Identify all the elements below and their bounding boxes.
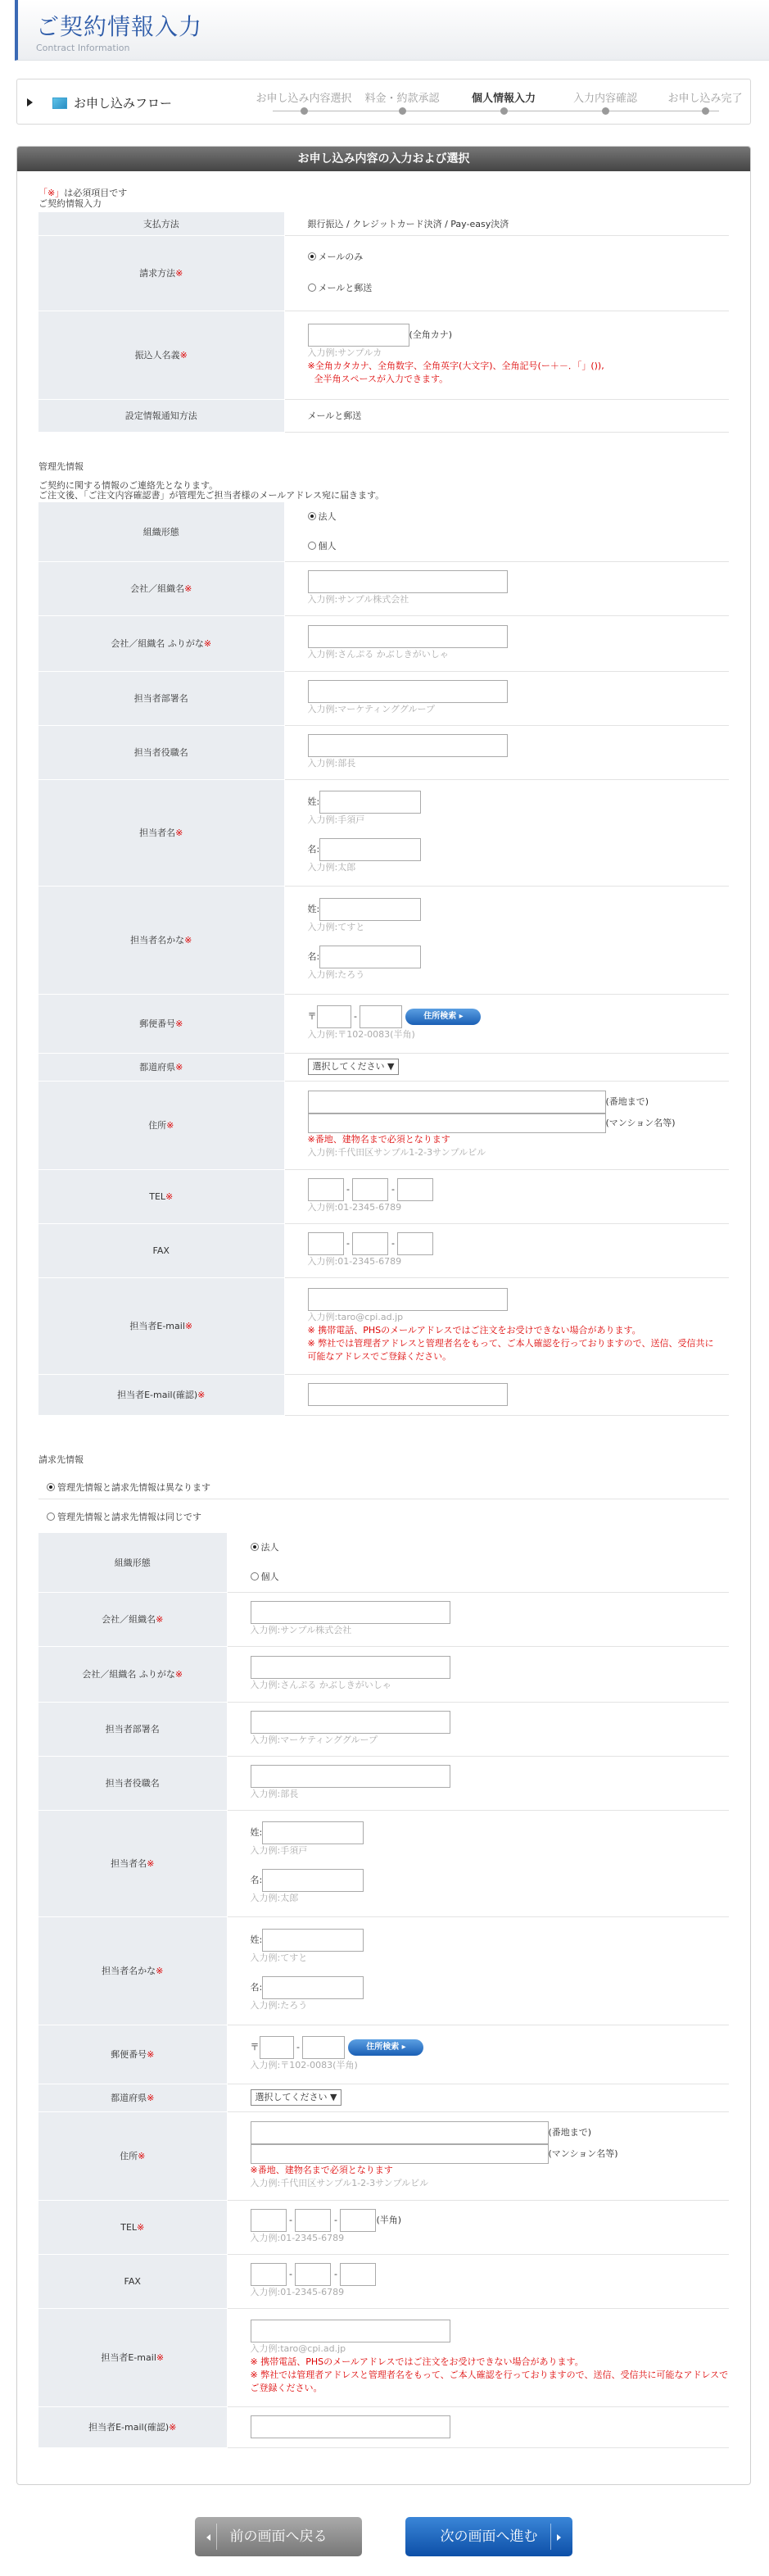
admin-last-kana-input[interactable] <box>319 898 421 921</box>
bill-company-input[interactable] <box>251 1601 450 1624</box>
admin-desc-2: ご注文後、「ご注文内容確認書」が管理先ご担当者様のメールアドレス宛に届きます。 <box>38 490 385 501</box>
bill-title-label: 担当者役職名 <box>38 1756 227 1810</box>
flow-step-5: お申し込み完了 <box>667 93 743 105</box>
bill-company-label: 会社／組織名※ <box>38 1592 227 1646</box>
bill-name-label: 担当者名※ <box>38 1810 227 1916</box>
radio-icon[interactable] <box>308 512 316 520</box>
admin-tel-1-input[interactable] <box>308 1178 344 1201</box>
admin-form-label: 組織形態 <box>38 502 284 561</box>
page-subtitle: Contract Information <box>36 43 130 53</box>
admin-fax-3-input[interactable] <box>397 1232 433 1255</box>
radio-icon[interactable] <box>308 542 316 550</box>
bill-form-label: 組織形態 <box>38 1533 227 1592</box>
admin-fax-1-input[interactable] <box>308 1232 344 1255</box>
admin-zip-2-input[interactable] <box>360 1005 402 1028</box>
admin-zip-label: 郵便番号※ <box>38 994 284 1053</box>
flow-dot-2 <box>399 107 406 115</box>
billing-method-label: 請求方法※ <box>38 235 284 311</box>
admin-title-input[interactable] <box>308 734 508 757</box>
admin-fax-2-input[interactable] <box>352 1232 388 1255</box>
billing-choice-different[interactable]: 管理先情報と請求先情報は異なります <box>47 1482 729 1494</box>
contract-table: 支払方法 銀行振込 / クレジットカード決済 / Pay-easy決済 請求方法※ メールのみ メールと郵送 振込人名義※ (全角カナ) 入力例:サンプルカ ※全角カタカナ、全角数字、全角英字(大文字)、全角記号(ー＋－．「」()), 全半角スペースが入力できます。 設定情報通知方法 メールと郵送 <box>38 212 729 433</box>
admin-address-2-input[interactable] <box>308 1113 606 1133</box>
admin-name-kana-label: 担当者名かな※ <box>38 886 284 994</box>
bill-pref-select[interactable]: 選択してください ▼ <box>251 2089 342 2106</box>
bill-address-2-input[interactable] <box>251 2144 549 2164</box>
admin-first-name-input[interactable] <box>319 838 421 861</box>
admin-dept-label: 担当者部署名 <box>38 671 284 725</box>
bill-dept-label: 担当者部署名 <box>38 1702 227 1756</box>
payment-label: 支払方法 <box>38 212 284 235</box>
bill-fax-1-input[interactable] <box>251 2263 287 2286</box>
admin-first-kana-input[interactable] <box>319 946 421 968</box>
flow-step-2: 料金・約款承認 <box>364 93 440 105</box>
bill-address-search-button[interactable]: 住所検索 ▸ <box>348 2039 423 2056</box>
admin-title-label: 担当者役職名 <box>38 725 284 779</box>
admin-company-input[interactable] <box>308 570 508 593</box>
payment-value: 銀行振込 / クレジットカード決済 / Pay-easy決済 <box>284 212 729 235</box>
bill-radio-corp[interactable]: 法人 <box>251 1542 730 1553</box>
admin-radio-corp[interactable]: 法人 <box>308 511 730 523</box>
transfer-name-input[interactable] <box>308 324 409 347</box>
admin-pref-label: 都道府県※ <box>38 1053 284 1081</box>
bill-tel-1-input[interactable] <box>251 2209 287 2232</box>
bill-first-name-input[interactable] <box>262 1869 364 1892</box>
bill-company-kana-label: 会社／組織名 ふりがな※ <box>38 1646 227 1702</box>
admin-last-name-input[interactable] <box>319 791 421 814</box>
chevron-left-icon <box>206 2534 210 2541</box>
admin-company-kana-label: 会社／組織名 ふりがな※ <box>38 615 284 671</box>
radio-icon[interactable] <box>251 1543 259 1551</box>
admin-address-1-input[interactable] <box>308 1091 606 1113</box>
admin-email-confirm-label: 担当者E-mail(確認)※ <box>38 1374 284 1415</box>
divider <box>216 2524 217 2550</box>
flow-dot-3 <box>500 107 508 115</box>
flow-title: お申し込みフロー <box>27 94 172 111</box>
application-flow <box>16 79 751 125</box>
bill-radio-individual[interactable]: 個人 <box>251 1571 730 1583</box>
flow-step-1: お申し込み内容選択 <box>256 93 352 105</box>
admin-name-label: 担当者名※ <box>38 779 284 886</box>
admin-email-label: 担当者E-mail※ <box>38 1277 284 1374</box>
required-note: 「※」は必須項目です <box>38 188 128 198</box>
bill-email-confirm-label: 担当者E-mail(確認)※ <box>38 2406 227 2447</box>
page-header <box>15 0 769 61</box>
billing-heading: 請求先情報 <box>38 1454 84 1465</box>
admin-address-label: 住所※ <box>38 1081 284 1169</box>
triangle-icon <box>27 98 33 107</box>
radio-icon[interactable] <box>251 1572 259 1581</box>
admin-dept-input[interactable] <box>308 680 508 703</box>
admin-tel-3-input[interactable] <box>397 1178 433 1201</box>
bill-address-label: 住所※ <box>38 2111 227 2200</box>
bill-name-kana-label: 担当者名かな※ <box>38 1916 227 2025</box>
bill-email-confirm-input[interactable] <box>251 2415 450 2438</box>
flow-step-4: 入力内容確認 <box>572 93 637 105</box>
transfer-name-label: 振込人名義※ <box>38 311 284 399</box>
flow-dot-5 <box>702 107 709 115</box>
flow-dot-4 <box>602 107 609 115</box>
bill-zip-label: 郵便番号※ <box>38 2025 227 2084</box>
monitor-icon <box>52 98 67 109</box>
bill-email-input[interactable] <box>251 2320 450 2342</box>
admin-tel-label: TEL※ <box>38 1169 284 1223</box>
admin-radio-individual[interactable]: 個人 <box>308 541 730 552</box>
billing-table: 組織形態 法人 個人 会社／組織名※ 入力例:サンプル株式会社 会社／組織名 ふりがな※ 入力例:さんぷる かぶしきがいしゃ 担当者部署名 入力例:マーケティンググループ 担当者役職名 入力例:部長 担当者名※ 姓: 入力例:手須戸 名: 入力例:太郎 担当者名かな※ 姓: 入力例:てすと 名: 入力例:たろう 郵便番号※ 〒 - 住所検索 ▸ 入力例:〒102-0083(半角) 都道府県※ 選択してください ▼ 住所※ (番地まで) (マンション名等) ※番地、建物名まで必須となります 入力例:千代田区サンプル1-2-3サンプルビル TEL※ - - (半角) 入力例:01-2345-6789 FAX - - 入力例:01-2345-6789 担当者E-mail※ 入力例:taro@cpi.ad.jp ※ 携帯電話、PHSのメールアドレスではご注文をお受けできない場合があります。 ※ 弊社では管理者アドレスと管理者名をもって、ご本人確認を行っておりますので、送信、受信共に可能なアドレスで ご登録ください。 担当者E-mail(確認)※ <box>38 1533 729 2448</box>
panel-title: お申し込み内容の入力および選択 <box>17 147 750 171</box>
billing-choice-same[interactable]: 管理先情報と請求先情報は同じです <box>47 1512 729 1523</box>
bill-fax-3-input[interactable] <box>340 2263 376 2286</box>
admin-company-kana-input[interactable] <box>308 625 508 648</box>
notify-method-label: 設定情報通知方法 <box>38 399 284 432</box>
bill-email-label: 担当者E-mail※ <box>38 2308 227 2406</box>
flow-dot-1 <box>301 107 308 115</box>
radio-icon[interactable] <box>308 252 316 261</box>
bill-zip-2-input[interactable] <box>302 2036 345 2059</box>
next-button[interactable]: 次の画面へ進む <box>405 2517 572 2556</box>
admin-heading: 管理先情報 <box>38 461 84 472</box>
admin-email-confirm-input[interactable] <box>308 1383 508 1406</box>
bill-fax-2-input[interactable] <box>295 2263 331 2286</box>
bill-last-kana-input[interactable] <box>262 1929 364 1952</box>
notify-method-value: メールと郵送 <box>284 399 729 432</box>
bill-dept-input[interactable] <box>251 1711 450 1734</box>
bill-first-kana-input[interactable] <box>262 1976 364 1999</box>
bill-tel-label: TEL※ <box>38 2200 227 2254</box>
chevron-right-icon <box>557 2534 561 2541</box>
back-button[interactable]: 前の画面へ戻る <box>195 2517 362 2556</box>
radio-icon[interactable] <box>308 283 316 292</box>
bill-pref-label: 都道府県※ <box>38 2084 227 2111</box>
bill-company-kana-input[interactable] <box>251 1656 450 1679</box>
bill-tel-3-input[interactable] <box>340 2209 376 2232</box>
admin-pref-select[interactable]: 選択してください ▼ <box>308 1059 400 1075</box>
radio-icon[interactable] <box>47 1483 55 1491</box>
form-panel <box>16 146 751 2485</box>
admin-desc-1: ご契約に関する情報のご連絡先となります。 <box>38 480 219 491</box>
admin-address-search-button[interactable]: 住所検索 ▸ <box>405 1009 481 1025</box>
contract-heading: ご契約情報入力 <box>38 198 102 209</box>
divider <box>550 2524 551 2550</box>
page-title: ご契約情報入力 <box>36 13 203 40</box>
bill-last-name-input[interactable] <box>262 1821 364 1844</box>
admin-fax-label: FAX <box>38 1223 284 1277</box>
bill-tel-2-input[interactable] <box>295 2209 331 2232</box>
admin-table: 組織形態 法人 個人 会社／組織名※ 入力例:サンプル株式会社 会社／組織名 ふりがな※ 入力例:さんぷる かぶしきがいしゃ 担当者部署名 入力例:マーケティンググループ 担当者役職名 入力例:部長 担当者名※ 姓: 入力例:手須戸 名: 入力例:太郎 担当者名かな※ 姓: 入力例:てすと 名: 入力例:たろう 郵便番号※ 〒 - 住所検索 ▸ 入力例:〒102-0083(半角) 都道府県※ 選択してください ▼ 住所※ (番地まで) (マンション名等) ※番地、建物名まで必須となります 入力例:千代田区サンプル1-2-3サンプルビル TEL※ - - 入力例:01-2345-6789 FAX - - 入力例:01-2345-6789 担当者E-mail※ 入力例:taro@cpi.ad.jp ※ 携帯電話、PHSのメールアドレスではご注文をお受けできない場合があります。 ※ 弊社では管理者アドレスと管理者名をもって、ご本人確認を行っておりますので、送信、受信共に 可能なアドレスでご登録ください。 担当者E-mail(確認)※ <box>38 502 729 1416</box>
bill-fax-label: FAX <box>38 2254 227 2308</box>
admin-tel-2-input[interactable] <box>352 1178 388 1201</box>
billing-radio-mail[interactable]: メールのみ <box>308 252 730 263</box>
radio-icon[interactable] <box>47 1512 55 1521</box>
bill-zip-1-input[interactable] <box>260 2036 294 2059</box>
flow-step-3-current: 個人情報入力 <box>471 93 536 105</box>
admin-email-input[interactable] <box>308 1288 508 1311</box>
bill-address-1-input[interactable] <box>251 2121 549 2144</box>
bill-title-input[interactable] <box>251 1765 450 1788</box>
billing-radio-mail-post[interactable]: メールと郵送 <box>308 283 730 294</box>
admin-company-label: 会社／組織名※ <box>38 561 284 615</box>
admin-zip-1-input[interactable] <box>317 1005 351 1028</box>
